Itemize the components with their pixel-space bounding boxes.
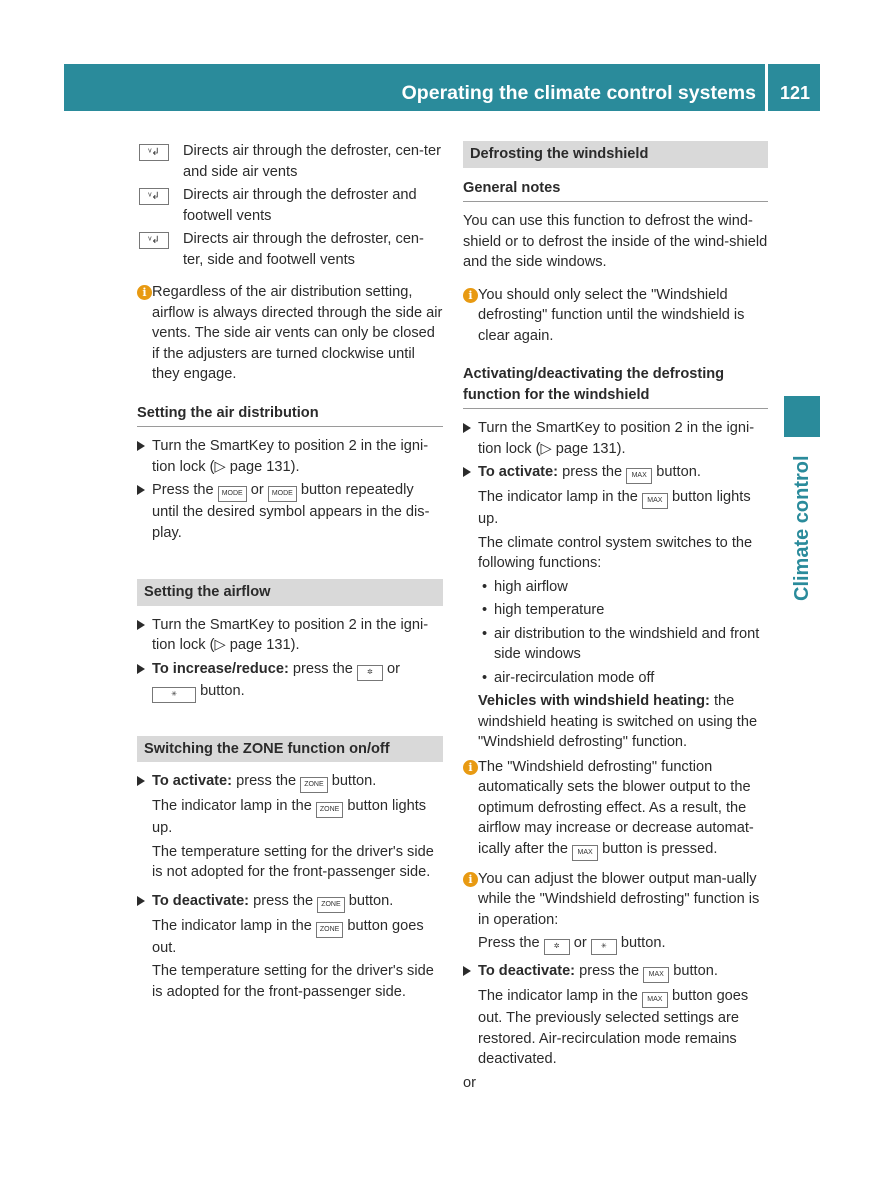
step-continuation: The climate control system switches to the following functions: [478,534,753,571]
step-text-part: button lights up. [478,489,751,527]
step-text-part: button lights up. [152,798,427,836]
step-label: To deactivate: [478,963,576,979]
spacer [137,706,443,736]
left-column [137,141,443,1005]
step-text-part: press the [579,963,640,979]
step-label: Vehicles with windshield heating: [478,693,710,709]
heading-activate-defrost: Activating/deactivating the defrosting function for the windshield [463,364,768,409]
step-text-part: press the [253,892,314,909]
info-icon: i [137,285,152,300]
step-label: To increase/reduce: [152,660,289,677]
symbol-description: Directs air through the defroster, cen-ter and side air vents [183,143,441,180]
or-text: or [463,1074,476,1091]
bullet-dot-icon: • [482,625,488,642]
info-icon: i [463,760,478,775]
step-turn-key [463,418,768,459]
step-text-part: button goes out. [152,917,424,956]
step-text-part: or [250,482,264,498]
symbol-description: Directs air through the defroster, cen-ter, side and footwell vents [183,231,424,268]
info-text-part: The "Windshield defrosting" function automatically sets the blower output to the optimum defrosting effect. As a result, the airflow may increase or decrease automat-ically after the [478,758,754,857]
step-text [152,480,443,543]
bullet-item [463,668,768,689]
step-text-part: button. [620,935,666,951]
step-continuation [137,796,443,839]
step-text: Turn the SmartKey to position 2 in the igni-tion lock (▷ page 131). [152,616,429,653]
bullet-text: high temperature [494,602,605,618]
step-continuation: The temperature setting for the driver's side is not adopted for the front-passenger side. [152,843,434,880]
symbol-row-defrost-footwell [137,185,443,226]
step-text-part: button. [673,963,718,979]
bullet-dot-icon: • [482,602,488,618]
zone-button-icon: ZONE [300,777,327,793]
step-label: To activate: [152,773,233,789]
info-icon: i [463,288,478,303]
bullet-item [463,600,768,621]
step-text [152,891,443,913]
step-text-part: the windshield heating is switched on using the "Windshield defrosting" function. [478,693,758,750]
step-text-part: button repeatedly until the desired symbol appears in the dis-play. [152,482,430,541]
info-text: You should only select the "Windshield defrosting" function until the windshield is clear again. [478,286,745,344]
step-text: Turn the SmartKey to position 2 in the igni-tion lock (▷ page 131). [478,420,755,457]
step-continuation [463,487,768,530]
header-divider [765,64,768,111]
windshield-max-defrost-button-icon: MAX [572,845,598,861]
right-column [463,141,768,1093]
mode-up-button-icon: MODE [218,486,247,502]
step-text-part: button. [348,892,394,909]
windshield-max-defrost-button-icon: MAX [642,992,668,1008]
page-number: 121 [780,83,811,103]
step-text [152,659,443,703]
zone-button-icon: ZONE [317,897,344,913]
step-text-part: Press the [152,482,214,498]
step-arrow-icon [137,776,145,786]
defrost-center-side-footwell-vents-icon: ᵛ↲ [139,232,169,249]
step-deactivate-zone [137,891,443,913]
step-text-part: The indicator lamp in the [152,798,312,814]
defrost-center-side-vents-icon: ᵛ↲ [139,144,169,161]
heading-air-distribution: Setting the air distribution [137,403,443,428]
info-text [478,757,768,861]
bullet-dot-icon: • [482,669,488,686]
step-text-part: The indicator lamp in the [152,917,312,934]
info-note-blower-auto [463,757,768,861]
info-text: You can adjust the blower output man-ually while the "Windshield defrosting" function is in operation: [478,870,760,928]
step-text-part: button. [200,682,245,699]
step-text [478,462,768,484]
step-deactivate-defrost [463,961,768,983]
step-arrow-icon [137,485,145,495]
step-text-part: press the [236,773,297,789]
step-text-part: button. [656,464,701,480]
info-text-part: button is pressed. [602,840,718,857]
mode-down-button-icon: MODE [268,486,297,502]
symbol-description: Directs air through the defroster and footwell vents [183,187,417,224]
spacer [137,546,443,579]
header-bar [64,64,820,111]
windshield-max-defrost-button-icon: MAX [642,493,668,509]
step-arrow-icon [137,620,145,630]
step-arrow-icon [463,423,471,433]
step-press-mode [137,480,443,543]
step-turn-key [137,436,443,477]
step-arrow-icon [137,441,145,451]
general-notes-text: You can use this function to defrost the wind-shield or to defrost the inside of the wind-shield and the side windows. [463,213,768,270]
bullet-item [463,577,768,598]
fan-increase-button-icon: ✲ [544,939,570,955]
windshield-max-defrost-button-icon: MAX [626,468,652,484]
defrost-footwell-vents-icon: ᵛ↲ [139,188,169,205]
step-text-part: Press the [478,935,540,951]
symbol-row-defrost-center-side [137,141,443,182]
heading-general-notes: General notes [463,178,768,203]
step-arrow-icon [137,896,145,906]
step-arrow-icon [137,664,145,674]
step-continuation [137,916,443,959]
fan-decrease-button-icon: ✳ [152,687,196,703]
step-continuation [463,933,768,955]
bullet-text: air-recirculation mode off [494,669,655,686]
bullet-text: air distribution to the windshield and front side windows [494,625,760,662]
bullet-item [463,624,768,665]
step-continuation: The temperature setting for the driver's side is adopted for the front-passenger side. [152,963,434,1000]
info-note-blower-manual [463,869,768,931]
page-title: Operating the climate control systems [401,82,756,104]
symbol-row-defrost-all [137,229,443,270]
info-note-air-distribution [137,282,443,385]
section-band-zone: Switching the ZONE function on/off [137,736,443,763]
step-text-part: or [573,935,587,951]
bullet-text: high airflow [494,578,568,595]
section-band-defrost: Defrosting the windshield [463,141,768,168]
step-increase-reduce [137,659,443,703]
info-icon: i [463,872,478,887]
step-text-part: press the [292,660,353,677]
section-tab-label: Climate control [791,455,813,601]
fan-decrease-button-icon: ✳ [591,939,617,955]
step-turn-key [137,615,443,656]
step-text-part: button. [331,773,377,789]
zone-button-icon: ZONE [316,802,343,818]
step-text-part: press the [562,464,623,480]
section-band-airflow: Setting the airflow [137,579,443,606]
step-label: To deactivate: [152,892,250,909]
info-text: Regardless of the air distribution setting, airflow is always directed through the side air vents. The side air vents can only be closed if the adjusters are turned clockwise until they engage. [152,284,443,382]
bullet-dot-icon: • [482,578,488,595]
section-tab-marker [784,396,820,437]
step-text-part: button goes out. The previously selected settings are restored. Air-recirculation mode remains deactivated. [478,988,749,1067]
step-continuation [463,986,768,1070]
step-continuation [463,691,768,753]
step-activate-zone [137,771,443,793]
step-text [152,771,443,793]
step-text-part: The indicator lamp in the [478,489,638,505]
windshield-max-defrost-button-icon: MAX [643,967,669,983]
step-activate-defrost [463,462,768,484]
step-text [478,961,768,983]
fan-increase-button-icon: ✲ [357,665,383,681]
step-text: Turn the SmartKey to position 2 in the igni-tion lock (▷ page 131). [152,438,429,475]
step-arrow-icon [463,467,471,477]
info-note-select [463,285,768,347]
zone-button-icon: ZONE [316,922,343,938]
step-arrow-icon [463,966,471,976]
step-label: To activate: [478,464,559,480]
step-text-part: or [387,660,401,677]
step-text-part: The indicator lamp in the [478,988,638,1004]
